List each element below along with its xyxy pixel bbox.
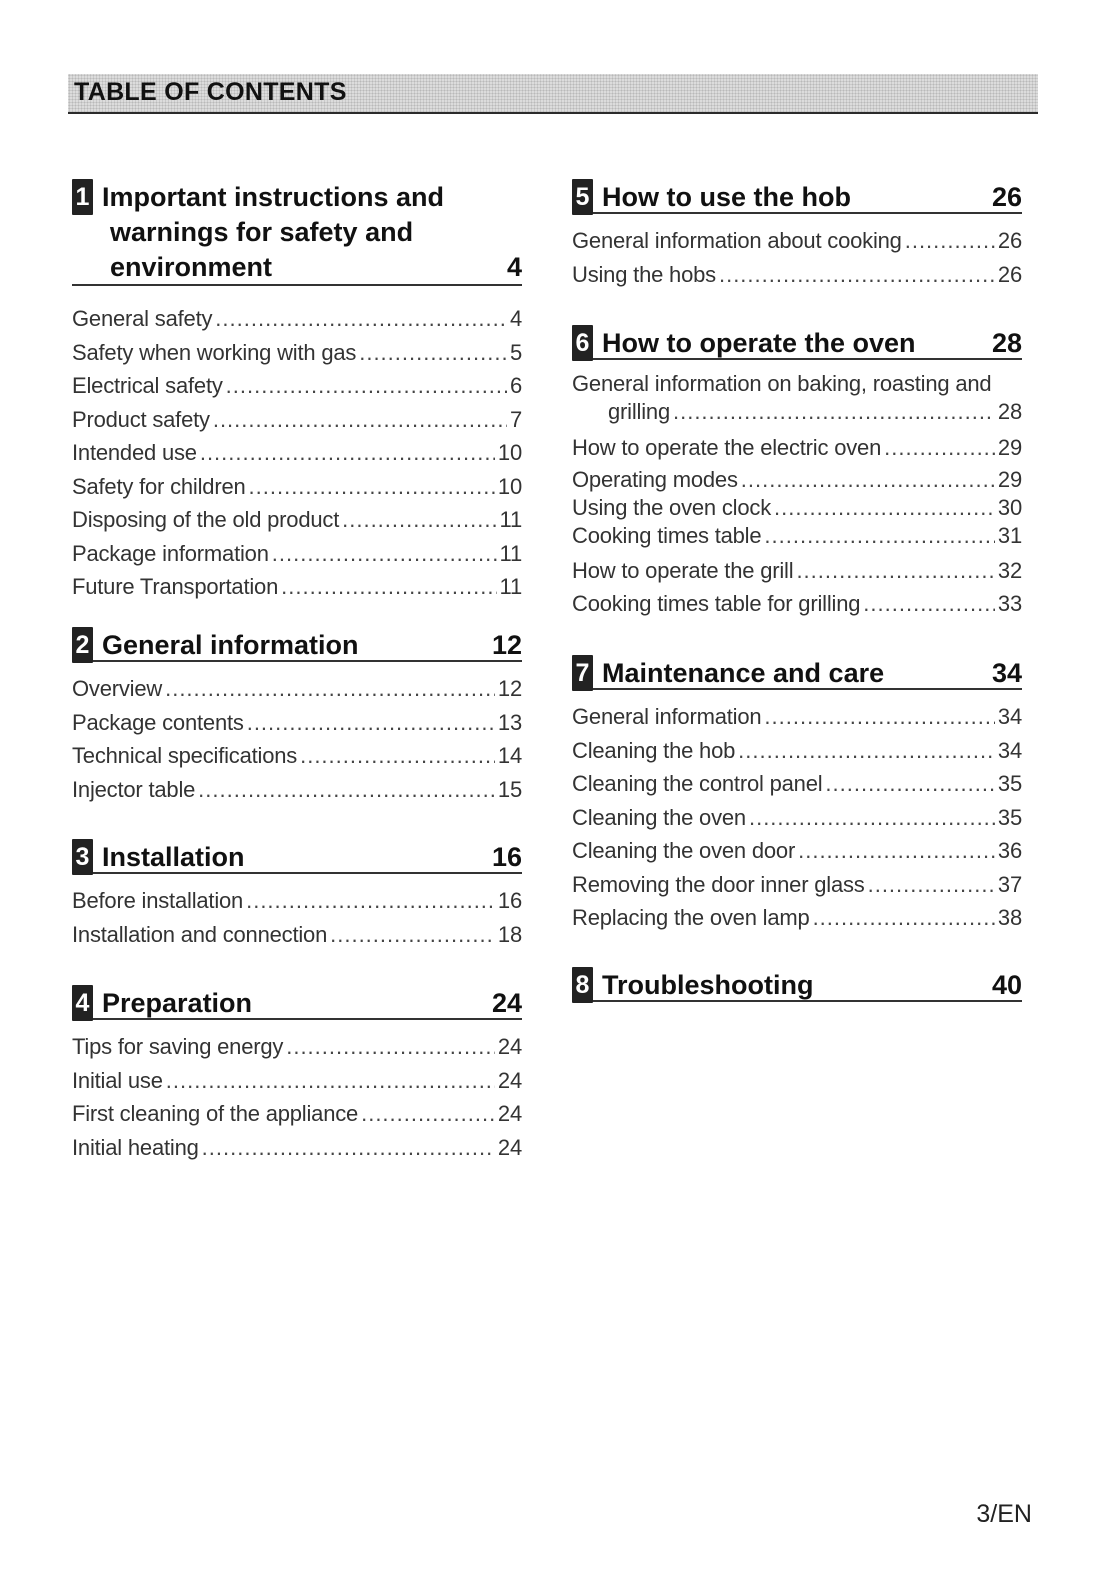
section-1 [72,176,522,604]
toc-entry[interactable] [572,465,1022,494]
entry-page: 10 [497,440,522,465]
entry-page: 37 [997,871,1022,897]
section-number-badge: 4 [72,985,93,1021]
section-number-badge: 6 [572,325,593,361]
entry-page: 35 [997,771,1022,796]
dot-leader [719,258,995,291]
section-6-heading[interactable] [572,322,1022,360]
entry-title: Intended use [72,440,197,465]
section-title: How to use the hob [602,182,851,212]
entry-title: Overview [72,676,163,701]
entry-title: Future Transportation [72,574,279,599]
toc-title: TABLE OF CONTENTS [74,78,347,106]
entry-title: General information [572,704,762,729]
section-title: Preparation [102,988,253,1018]
entry-title: Removing the door inner glass [572,871,865,897]
entry-title: Package contents [72,709,244,735]
dot-leader [246,884,495,917]
dot-leader [249,470,495,503]
section-title: Installation [102,842,245,872]
dot-leader [342,503,496,536]
section-number-badge: 8 [572,967,593,1003]
entry-page: 24 [497,1034,522,1059]
section-page-number: 26 [991,182,1022,212]
section-4-heading[interactable] [72,982,522,1020]
section-page-number: 4 [506,252,522,282]
toc-entry[interactable] [572,431,1022,465]
entry-page: 5 [509,339,522,365]
dot-leader [272,537,497,570]
entry-title: How to operate the grill [572,557,794,583]
dot-leader [749,801,995,834]
entry-page: 11 [499,540,522,566]
toc-header-band [68,74,1038,114]
toc-entry[interactable] [572,587,1022,621]
section-title-line: warnings for safety and [110,217,414,247]
dot-leader [202,1131,495,1164]
dot-leader [198,773,495,806]
entry-title: Replacing the oven lamp [572,905,810,930]
toc-entry[interactable] [572,734,1022,768]
toc-entry[interactable] [572,801,1022,835]
entry-page: 29 [997,466,1022,492]
entry-page: 13 [497,709,522,735]
dot-leader [361,1097,495,1130]
dot-leader [247,706,495,739]
page-number-footer: 3/EN [976,1500,1032,1528]
toc-entry[interactable] [72,884,522,918]
toc-entry[interactable] [72,302,522,336]
section-2-entries [72,672,522,806]
entry-page: 33 [997,591,1022,616]
entry-page: 16 [497,888,522,913]
entry-page: 36 [997,838,1022,863]
entry-page: 32 [997,557,1022,583]
dot-leader [905,224,995,257]
entry-title: Cooking times table for grilling [572,591,861,616]
dot-leader [798,834,995,867]
toc-entry[interactable] [572,700,1022,734]
section-3 [72,836,522,951]
section-3-heading[interactable] [72,836,522,874]
toc-entry[interactable] [72,773,522,807]
section-8-heading[interactable] [572,964,1022,1002]
section-number-badge: 1 [72,179,93,215]
section-3-entries [72,884,522,951]
section-4-entries [72,1030,522,1164]
entry-page: 10 [497,473,522,499]
toc-entry[interactable] [72,503,522,537]
dot-leader [764,700,995,733]
section-8 [572,964,1022,1002]
entry-page: 29 [997,435,1022,460]
dot-leader [281,570,496,603]
section-2-heading[interactable] [72,624,522,662]
dot-leader [884,431,995,464]
entry-page: 28 [997,399,1022,424]
entry-title: Operating modes [572,466,738,492]
entry-title: Safety when working with gas [72,339,357,365]
toc-entry[interactable] [572,224,1022,258]
entry-title: grilling [608,399,670,424]
toc-entry[interactable] [72,672,522,706]
dot-leader [764,522,995,550]
toc-entry[interactable] [72,706,522,740]
toc-entry[interactable] [72,570,522,604]
toc-entry[interactable] [72,537,522,571]
section-number-badge: 5 [572,179,593,215]
entry-title-continuation [572,398,1022,426]
section-6-entries [572,370,1022,621]
toc-entry[interactable] [572,258,1022,292]
section-title: How to operate the oven [602,328,916,358]
entry-page: 18 [497,921,522,947]
dot-leader [738,734,995,767]
entry-title: Cleaning the control panel [572,771,823,796]
entry-page: 38 [997,905,1022,930]
section-1-heading[interactable] [72,176,522,286]
section-5-entries [572,224,1022,291]
entry-page: 31 [997,522,1022,548]
section-title-line: Important instructions and [102,182,445,212]
dot-leader [741,465,995,494]
toc-entry[interactable] [572,522,1022,554]
toc-entry[interactable] [72,1097,522,1131]
dot-leader [330,918,495,951]
entry-page: 6 [509,373,522,398]
entry-title: Installation and connection [72,921,328,947]
entry-page: 26 [997,261,1022,287]
dot-leader [226,369,507,402]
entry-title: How to operate the electric oven [572,435,882,460]
section-5-heading[interactable] [572,176,1022,214]
entry-title: Package information [72,540,269,566]
toc-entry[interactable] [72,739,522,773]
entry-page: 24 [497,1134,522,1160]
section-7-heading[interactable] [572,652,1022,690]
entry-page: 4 [509,306,522,331]
section-title: Maintenance and care [602,658,885,688]
entry-page: 11 [499,507,522,532]
entry-title: General safety [72,306,213,331]
dot-leader [796,554,994,587]
dot-leader [863,587,995,620]
toc-entry[interactable] [72,436,522,470]
section-2 [72,624,522,806]
entry-title: Before installation [72,888,244,913]
entry-page: 12 [497,676,522,701]
dot-leader [166,1064,495,1097]
dot-leader [825,767,995,800]
entry-page: 26 [997,228,1022,253]
entry-title: Initial use [72,1067,163,1093]
entry-page: 24 [497,1101,522,1126]
section-number-badge: 7 [572,655,593,691]
section-number-badge: 2 [72,627,93,663]
toc-entry[interactable] [572,370,1022,426]
toc-entry[interactable] [72,336,522,370]
entry-title: Initial heating [72,1134,199,1160]
entry-title: Electrical safety [72,373,223,398]
dot-leader [300,739,495,772]
entry-page: 34 [997,737,1022,763]
section-7 [572,652,1022,935]
entry-title: Cleaning the oven [572,804,746,830]
entry-page: 11 [499,574,522,599]
dot-leader [200,436,495,469]
toc-entry[interactable] [572,901,1022,935]
entry-title: Injector table [72,776,196,802]
toc-entry[interactable] [572,767,1022,801]
toc-entry[interactable] [72,1064,522,1098]
section-page-number: 28 [991,328,1022,358]
dot-leader [774,494,995,522]
section-5 [572,176,1022,291]
section-page-number: 34 [991,658,1022,688]
section-4 [72,982,522,1164]
entry-title: Tips for saving energy [72,1034,284,1059]
dot-leader [673,398,995,426]
toc-entry[interactable] [572,554,1022,588]
entry-title: Disposing of the old product [72,507,340,532]
section-page-number: 16 [491,842,522,872]
section-page-number: 40 [991,970,1022,1000]
toc-entry[interactable] [72,470,522,504]
entry-title: Technical specifications [72,743,298,768]
toc-entry[interactable] [72,918,522,952]
toc-entry[interactable] [72,1030,522,1064]
section-page-number: 12 [491,630,522,660]
section-number-badge: 3 [72,839,93,875]
section-7-entries [572,700,1022,935]
entry-title: General information on baking, roasting and [572,371,992,396]
toc-entry[interactable] [72,403,522,437]
entry-title: Using the hobs [572,261,716,287]
entry-title: Product safety [72,406,210,432]
entry-page: 15 [497,776,522,802]
dot-leader [813,901,995,934]
entry-title: Cleaning the hob [572,737,736,763]
entry-page: 14 [497,743,522,768]
dot-leader [868,868,995,901]
section-title-line: environment [110,252,273,282]
toc-entry[interactable] [572,868,1022,902]
entry-page: 30 [997,494,1022,520]
section-1-entries [72,302,522,604]
section-title: General information [102,630,359,660]
entry-page: 7 [509,406,522,432]
section-title: Troubleshooting [602,970,814,1000]
entry-title: Using the oven clock [572,494,771,520]
dot-leader [286,1030,495,1063]
entry-title: First cleaning of the appliance [72,1101,359,1126]
entry-page: 34 [997,704,1022,729]
toc-entry[interactable] [72,369,522,403]
dot-leader [215,302,507,335]
section-page-number: 24 [491,988,522,1018]
dot-leader [165,672,495,705]
entry-page: 35 [997,804,1022,830]
entry-title: Cooking times table [572,522,762,548]
toc-entry[interactable] [572,834,1022,868]
entry-title: Safety for children [72,473,246,499]
section-6 [572,322,1022,621]
dot-leader [359,336,507,369]
toc-entry[interactable] [572,494,1022,522]
entry-title: Cleaning the oven door [572,838,796,863]
dot-leader [213,403,507,436]
entry-title: General information about cooking [572,228,902,253]
toc-entry[interactable] [72,1131,522,1165]
entry-page: 24 [497,1067,522,1093]
